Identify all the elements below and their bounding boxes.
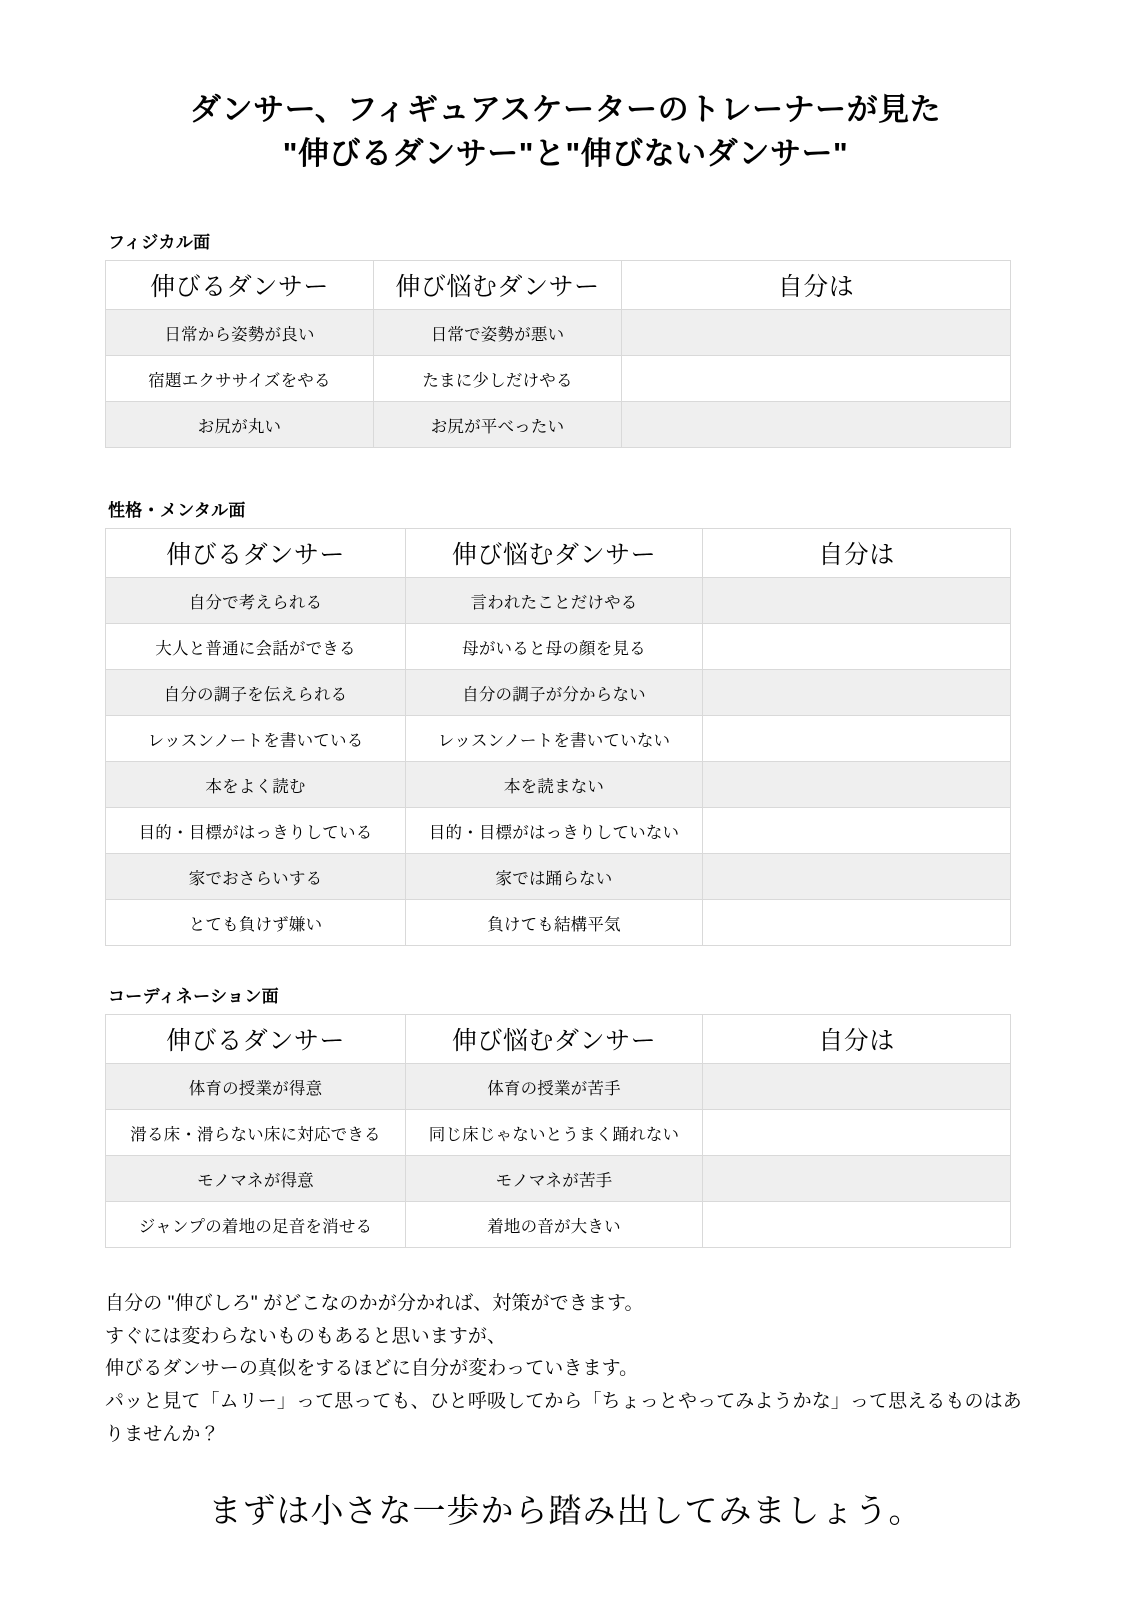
title-line-1: ダンサー、フィギュアスケーターのトレーナーが見た [189, 92, 942, 127]
cell-struggling: モノマネが苦手 [406, 1156, 703, 1202]
document-title [0, 0, 1131, 176]
table-row [106, 624, 1011, 670]
table-row [106, 356, 1011, 402]
cell-growing: 目的・目標がはっきりしている [106, 808, 406, 854]
cell-growing: 本をよく読む [106, 762, 406, 808]
cell-self[interactable] [703, 578, 1011, 624]
cell-self[interactable] [703, 716, 1011, 762]
cell-growing: 滑る床・滑らない床に対応できる [106, 1110, 406, 1156]
cell-growing: とても負けず嫌い [106, 900, 406, 946]
table-row [106, 310, 1011, 356]
cell-struggling: 負けても結構平気 [406, 900, 703, 946]
cell-struggling: たまに少しだけやる [374, 356, 622, 402]
section-mental [105, 496, 1026, 946]
table-row [106, 670, 1011, 716]
section-heading-coordination: コーディネーション面 [108, 987, 279, 1007]
column-header-growing: 伸びるダンサー [106, 529, 406, 578]
section-heading-physical: フィジカル面 [108, 233, 211, 253]
cell-growing: 日常から姿勢が良い [106, 310, 374, 356]
cell-self[interactable] [703, 624, 1011, 670]
cell-struggling: 着地の音が大きい [406, 1202, 703, 1248]
cell-growing: 家でおさらいする [106, 854, 406, 900]
table-row [106, 578, 1011, 624]
cell-self[interactable] [703, 1064, 1011, 1110]
column-header-struggling: 伸び悩むダンサー [406, 529, 703, 578]
closing-line-4: パッと見て「ムリー」って思っても、ひと呼吸してから「ちょっとやってみようかな」って思えるものはありませんか？ [105, 1391, 1022, 1445]
table-row [106, 1202, 1011, 1248]
cell-self[interactable] [703, 854, 1011, 900]
cell-self[interactable] [703, 808, 1011, 854]
cell-self[interactable] [703, 670, 1011, 716]
column-header-self: 自分は [703, 1015, 1011, 1064]
table-row [106, 854, 1011, 900]
cell-struggling: 体育の授業が苦手 [406, 1064, 703, 1110]
cell-growing: 大人と普通に会話ができる [106, 624, 406, 670]
closing-line-3: 伸びるダンサーの真似をするほどに自分が変わっていきます。 [105, 1358, 639, 1380]
cell-struggling: 自分の調子が分からない [406, 670, 703, 716]
section-physical [105, 228, 1026, 448]
cell-self[interactable] [703, 1110, 1011, 1156]
closing-paragraph [105, 1288, 1026, 1451]
cell-struggling: 目的・目標がはっきりしていない [406, 808, 703, 854]
cell-growing: レッスンノートを書いている [106, 716, 406, 762]
final-message: まずは小さな一歩から踏み出してみましょう。 [208, 1492, 923, 1530]
table-row [106, 1064, 1011, 1110]
column-header-growing: 伸びるダンサー [106, 261, 374, 310]
cell-self[interactable] [622, 310, 1011, 356]
comparison-table-mental [105, 528, 1011, 946]
section-heading-mental: 性格・メンタル面 [108, 501, 246, 521]
cell-struggling: 家では踊らない [406, 854, 703, 900]
title-line-2: "伸びるダンサー"と"伸びないダンサー" [282, 136, 849, 172]
cell-struggling: 同じ床じゃないとうまく踊れない [406, 1110, 703, 1156]
cell-growing: 自分で考えられる [106, 578, 406, 624]
table-header-row [106, 1015, 1011, 1064]
table-row [106, 808, 1011, 854]
column-header-struggling: 伸び悩むダンサー [406, 1015, 703, 1064]
table-row [106, 716, 1011, 762]
cell-self[interactable] [622, 402, 1011, 448]
column-header-self: 自分は [703, 529, 1011, 578]
cell-self[interactable] [703, 1202, 1011, 1248]
column-header-growing: 伸びるダンサー [106, 1015, 406, 1064]
document-content [0, 228, 1131, 1532]
table-row [106, 1156, 1011, 1202]
cell-struggling: 日常で姿勢が悪い [374, 310, 622, 356]
table-row [106, 762, 1011, 808]
table-header-row [106, 261, 1011, 310]
cell-growing: ジャンプの着地の足音を消せる [106, 1202, 406, 1248]
cell-self[interactable] [703, 762, 1011, 808]
cell-self[interactable] [622, 356, 1011, 402]
closing-line-1: 自分の "伸びしろ" がどこなのかが分かれば、対策ができます。 [105, 1293, 644, 1315]
cell-growing: モノマネが得意 [106, 1156, 406, 1202]
cell-struggling: お尻が平べったい [374, 402, 622, 448]
cell-self[interactable] [703, 1156, 1011, 1202]
cell-struggling: 本を読まない [406, 762, 703, 808]
table-row [106, 900, 1011, 946]
comparison-table-coordination [105, 1014, 1011, 1248]
cell-struggling: 母がいると母の顔を見る [406, 624, 703, 670]
cell-growing: 宿題エクササイズをやる [106, 356, 374, 402]
column-header-struggling: 伸び悩むダンサー [374, 261, 622, 310]
cell-struggling: 言われたことだけやる [406, 578, 703, 624]
table-row [106, 402, 1011, 448]
closing-line-2: すぐには変わらないものもあると思いますが、 [105, 1325, 507, 1347]
section-coordination [105, 982, 1026, 1248]
cell-struggling: レッスンノートを書いていない [406, 716, 703, 762]
comparison-table-physical [105, 260, 1011, 448]
column-header-self: 自分は [622, 261, 1011, 310]
cell-growing: 体育の授業が得意 [106, 1064, 406, 1110]
cell-self[interactable] [703, 900, 1011, 946]
table-header-row [106, 529, 1011, 578]
table-row [106, 1110, 1011, 1156]
cell-growing: お尻が丸い [106, 402, 374, 448]
cell-growing: 自分の調子を伝えられる [106, 670, 406, 716]
